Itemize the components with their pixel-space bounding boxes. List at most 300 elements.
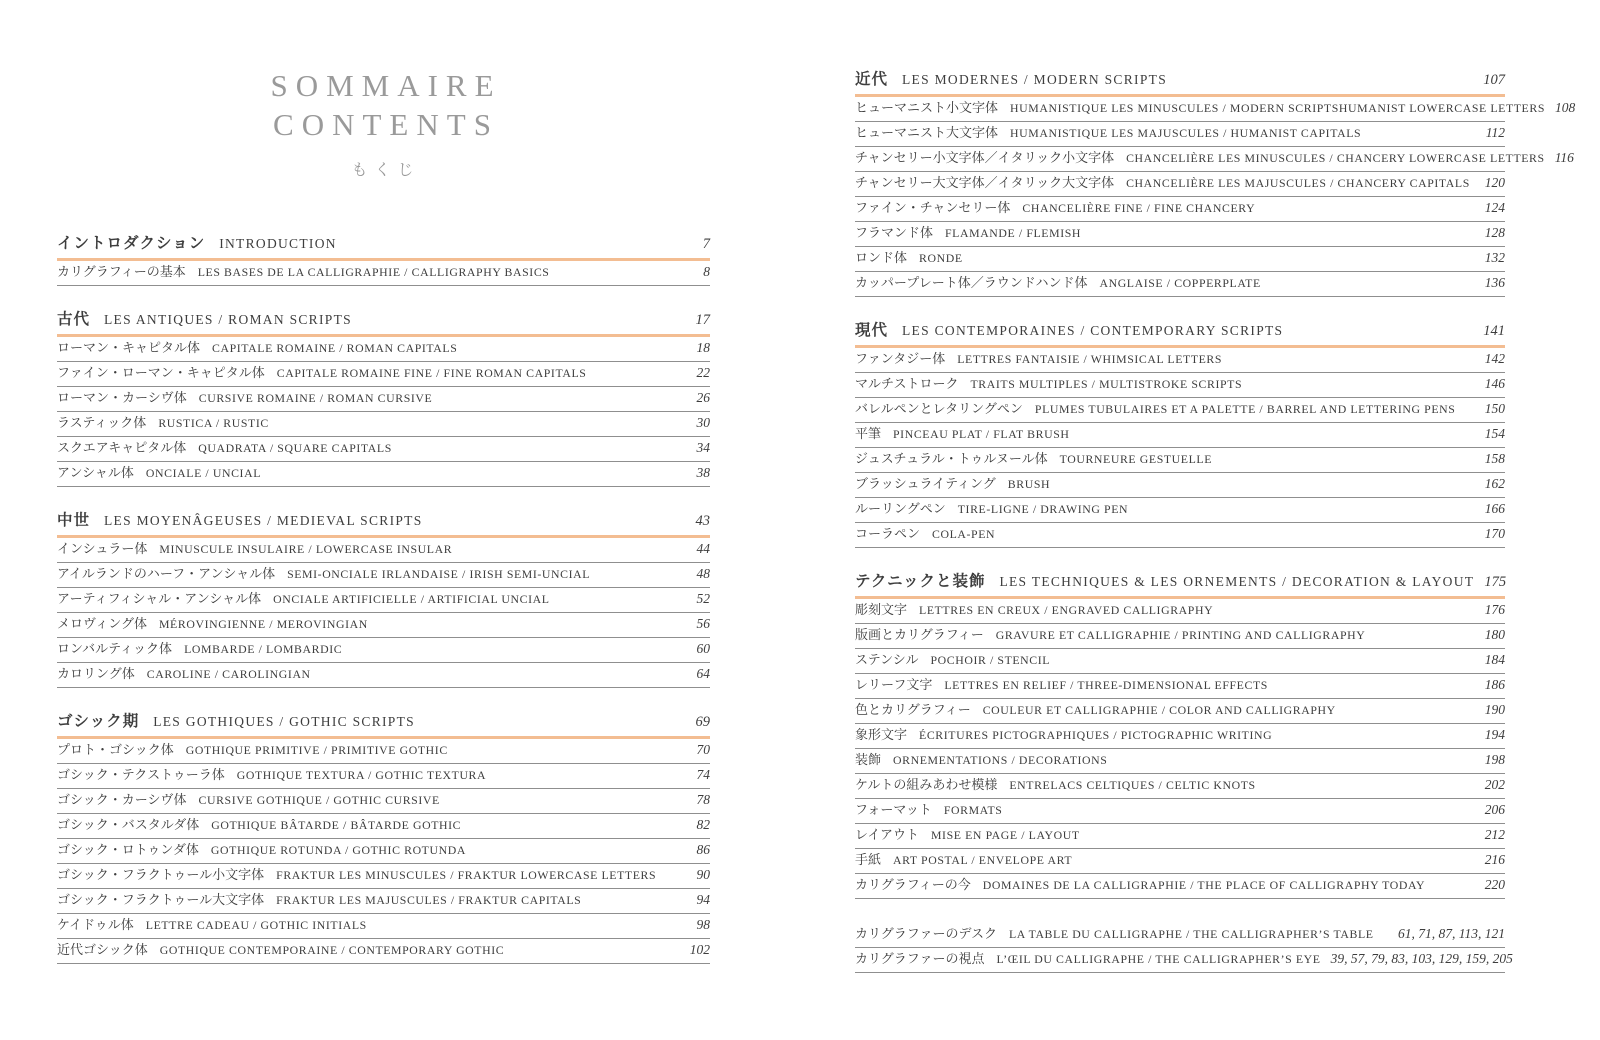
entry-title-latin: LA TABLE DU CALLIGRAPHE / THE CALLIGRAPHER’S TABLE <box>1008 927 1374 941</box>
toc-entry <box>855 247 1505 272</box>
entry-title <box>855 923 1374 942</box>
left-column <box>57 228 710 964</box>
title-english: CONTENTS <box>273 107 499 142</box>
entry-title <box>855 398 1455 417</box>
entry-title-latin: COLA-PEN <box>932 527 996 541</box>
section-title-latin: LES TECHNIQUES & LES ORNEMENTS / DECORATION & LAYOUT <box>999 574 1475 589</box>
toc-entry <box>855 849 1505 874</box>
entry-page-number: 176 <box>1484 602 1505 617</box>
entry-title <box>855 749 1107 768</box>
entry-title-ja: ジュスチュラル・トゥルヌール体 <box>855 451 1048 466</box>
entry-title <box>57 387 432 406</box>
toc-entry <box>855 348 1505 373</box>
toc-entry <box>57 412 710 437</box>
entry-title-ja: ゴシック・カーシヴ体 <box>57 792 187 807</box>
toc-entry <box>57 588 710 613</box>
entry-title-latin: COULEUR ET CALLIGRAPHIE / COLOR AND CALLIGRAPHY <box>982 703 1336 717</box>
entry-title-ja: ゴシック・フラクトゥール大文字体 <box>57 892 265 907</box>
entry-title-ja: アンシャル体 <box>57 465 134 480</box>
toc-entry <box>57 864 710 889</box>
entry-title <box>57 914 367 933</box>
entry-title-latin: TRAITS MULTIPLES / MULTISTROKE SCRIPTS <box>970 377 1243 391</box>
entry-page-number: 98 <box>696 917 710 932</box>
entry-page-number: 90 <box>696 867 710 882</box>
entry-page-number: 184 <box>1484 652 1505 667</box>
entry-title <box>57 889 581 908</box>
toc-entry <box>855 122 1505 147</box>
entry-title <box>855 448 1212 467</box>
entry-title <box>855 147 1545 166</box>
entry-title-ja: ゴシック・バスタルダ体 <box>57 817 200 832</box>
toc-entry <box>57 839 710 864</box>
entry-page-number: 86 <box>696 842 710 857</box>
entry-title-ja: スクエアキャピタル体 <box>57 440 187 455</box>
entry-title <box>855 97 1545 116</box>
entry-title-ja: 平筆 <box>855 426 882 441</box>
toc-entry <box>855 674 1505 699</box>
entry-title-latin: CHANCELIÈRE LES MAJUSCULES / CHANCERY CAPITALS <box>1126 176 1470 190</box>
entry-title-latin: LES BASES DE LA CALLIGRAPHIE / CALLIGRAPHY BASICS <box>197 265 550 279</box>
toc-entry <box>57 613 710 638</box>
entry-title-ja: カッパープレート体／ラウンドハンド体 <box>855 275 1088 290</box>
entry-page-number: 186 <box>1484 677 1505 692</box>
entry-title-ja: 手紙 <box>855 852 882 867</box>
entry-page-number: 26 <box>696 390 710 405</box>
entry-title-ja: バレルペンとレタリングペン <box>855 401 1023 416</box>
entry-title <box>57 588 550 607</box>
toc-entry <box>57 814 710 839</box>
entry-title-ja: ローマン・カーシヴ体 <box>57 390 187 405</box>
toc-section <box>855 566 1505 899</box>
toc-entry <box>855 948 1513 973</box>
entry-title-ja: 近代ゴシック体 <box>57 942 148 957</box>
entry-page-number: 94 <box>696 892 710 907</box>
entry-title-latin: LETTRES EN RELIEF / THREE-DIMENSIONAL EFFECTS <box>944 678 1268 692</box>
entry-title <box>57 739 448 758</box>
entry-title <box>855 247 963 266</box>
entry-page-number: 48 <box>696 566 710 581</box>
toc-entry <box>855 724 1505 749</box>
toc-entry <box>855 799 1505 824</box>
entry-page-number: 78 <box>696 792 710 807</box>
section-header <box>57 304 710 337</box>
entry-title <box>855 373 1242 392</box>
toc-section <box>855 64 1576 297</box>
entry-title-latin: LETTRES FANTAISIE / WHIMSICAL LETTERS <box>957 352 1223 366</box>
entry-page-number: 56 <box>696 616 710 631</box>
toc-entry <box>855 398 1505 423</box>
entry-title-ja: 彫刻文字 <box>855 602 908 617</box>
section-page-number: 69 <box>695 714 710 730</box>
toc-entry <box>57 889 710 914</box>
entry-title-ja: ロンバルティック体 <box>57 641 173 656</box>
toc-entry <box>855 599 1505 624</box>
entry-title <box>855 874 1425 893</box>
toc-entry <box>855 197 1505 222</box>
entry-title <box>855 423 1070 442</box>
entry-page-number: 120 <box>1484 175 1505 190</box>
entry-title-ja: ステンシル <box>855 652 919 667</box>
entry-title-ja: ケイドゥル体 <box>57 917 134 932</box>
section-title-latin: LES GOTHIQUES / GOTHIC SCRIPTS <box>153 714 415 729</box>
entry-title-latin: ANGLAISE / COPPERPLATE <box>1099 276 1261 290</box>
entry-title-latin: TIRE-LIGNE / DRAWING PEN <box>957 502 1129 516</box>
entry-title <box>855 824 1080 843</box>
entry-title-ja: 装飾 <box>855 752 882 767</box>
section-title <box>855 569 1474 591</box>
entry-page-number: 132 <box>1484 250 1505 265</box>
entry-title-ja: マルチストローク <box>855 376 959 391</box>
section-title-ja: 現代 <box>855 322 889 339</box>
entry-title-latin: TOURNEURE GESTUELLE <box>1059 452 1213 466</box>
section-title-ja: 古代 <box>57 311 91 328</box>
toc-entry <box>855 272 1505 297</box>
toc-section <box>855 315 1505 548</box>
entry-page-number: 112 <box>1485 125 1505 140</box>
index-entries-block <box>855 923 1513 973</box>
toc-entry <box>855 923 1505 948</box>
toc-entry <box>57 437 710 462</box>
section-title-latin: LES MOYENÂGEUSES / MEDIEVAL SCRIPTS <box>104 513 423 528</box>
entry-title <box>855 799 1002 818</box>
entry-title-latin: PLUMES TUBULAIRES ET A PALETTE / BARREL AND LETTERING PENS <box>1034 402 1456 416</box>
entry-title <box>855 599 1213 618</box>
toc-entry <box>57 764 710 789</box>
entry-title <box>57 613 368 632</box>
section-title-ja: 中世 <box>57 512 91 529</box>
entry-title <box>57 412 269 431</box>
entry-title-latin: MINUSCULE INSULAIRE / LOWERCASE INSULAR <box>159 542 453 556</box>
section-page-number: 43 <box>695 513 710 529</box>
toc-entry <box>855 423 1505 448</box>
entry-title-ja: 象形文字 <box>855 727 908 742</box>
entry-page-number: 124 <box>1484 200 1505 215</box>
entry-title <box>855 498 1128 517</box>
entry-title-latin: MÉROVINGIENNE / MEROVINGIAN <box>158 617 368 631</box>
entry-page-number: 44 <box>696 541 710 556</box>
entry-title-latin: ORNEMENTATIONS / DECORATIONS <box>893 753 1108 767</box>
entry-page-number: 202 <box>1484 777 1505 792</box>
section-header <box>57 228 710 261</box>
entry-page-number: 220 <box>1484 877 1505 892</box>
entry-title-latin: ONCIALE ARTIFICIELLE / ARTIFICIAL UNCIAL <box>273 592 550 606</box>
toc-entry <box>57 739 710 764</box>
entry-page-number: 166 <box>1484 501 1505 516</box>
entry-title-latin: CURSIVE ROMAINE / ROMAN CURSIVE <box>198 391 433 405</box>
entry-title-ja: 版画とカリグラフィー <box>855 627 984 642</box>
section-header <box>57 706 710 739</box>
toc-entry <box>57 261 710 286</box>
entry-title-latin: CHANCELIÈRE LES MINUSCULES / CHANCERY LOWERCASE LETTERS <box>1126 151 1545 165</box>
section-title-ja: イントロダクション <box>57 235 206 252</box>
entry-page-number: 216 <box>1484 852 1505 867</box>
entry-title-latin: SEMI-ONCIALE IRLANDAISE / IRISH SEMI-UNCIAL <box>287 567 591 581</box>
entry-title-ja: カリグラフィーの基本 <box>57 264 186 279</box>
entry-title-ja: ゴシック・フラクトゥール小文字体 <box>57 867 265 882</box>
entry-title-ja: フォーマット <box>855 802 932 817</box>
entry-title <box>57 638 342 657</box>
toc-entry <box>57 789 710 814</box>
entry-title-latin: GOTHIQUE CONTEMPORAINE / CONTEMPORARY GOTHIC <box>159 943 505 957</box>
entry-title-latin: QUADRATA / SQUARE CAPITALS <box>198 441 392 455</box>
entry-title-latin: CAPITALE ROMAINE / ROMAN CAPITALS <box>212 341 458 355</box>
entry-title-ja: カリグラファーのデスク <box>855 926 997 941</box>
toc-entry <box>855 699 1505 724</box>
entry-page-number: 190 <box>1484 702 1505 717</box>
toc-entry <box>855 147 1574 172</box>
entry-page-number: 180 <box>1484 627 1505 642</box>
entry-title-ja: ヒューマニスト小文字体 <box>855 100 999 115</box>
entry-title <box>855 473 1050 492</box>
section-title <box>57 307 352 329</box>
entry-title-latin: ÉCRITURES PICTOGRAPHIQUES / PICTOGRAPHIC WRITING <box>919 728 1273 742</box>
entry-page-number: 8 <box>703 264 710 279</box>
section-title <box>57 231 337 253</box>
entry-title-ja: ローマン・キャピタル体 <box>57 340 201 355</box>
entry-page-number: 128 <box>1484 225 1505 240</box>
entry-page-number: 198 <box>1484 752 1505 767</box>
entry-title <box>57 939 504 958</box>
section-title <box>57 709 415 731</box>
entry-title-latin: MISE EN PAGE / LAYOUT <box>930 828 1080 842</box>
entry-title-latin: ONCIALE / UNCIAL <box>145 466 262 480</box>
entry-page-number: 34 <box>696 440 710 455</box>
entry-page-number: 102 <box>689 942 710 957</box>
entry-title-ja: メロヴィング体 <box>57 616 147 631</box>
entry-title-latin: HUMANISTIQUE LES MINUSCULES / MODERN SCRIPTSHUMANIST LOWERCASE LETTERS <box>1010 101 1545 115</box>
toc-entry <box>57 362 710 387</box>
entry-page-number: 154 <box>1484 426 1505 441</box>
entry-title-ja: コーラペン <box>855 526 921 541</box>
entry-title-latin: LETTRES EN CREUX / ENGRAVED CALLIGRAPHY <box>919 603 1214 617</box>
toc-entry <box>855 874 1505 899</box>
entry-page-number: 38 <box>696 465 710 480</box>
section-title-latin: LES MODERNES / MODERN SCRIPTS <box>902 72 1168 87</box>
section-title-latin: LES ANTIQUES / ROMAN SCRIPTS <box>104 312 352 327</box>
entry-page-number: 194 <box>1484 727 1505 742</box>
entry-title <box>57 462 261 481</box>
toc-section <box>57 706 710 964</box>
toc-entry <box>57 914 710 939</box>
entry-title-latin: RONDE <box>919 251 963 265</box>
toc-section <box>57 304 710 487</box>
toc-entry <box>855 649 1505 674</box>
toc-entry <box>855 97 1576 122</box>
entry-title-ja: ファイン・チャンセリー体 <box>855 200 1011 215</box>
section-page-number: 17 <box>695 312 710 328</box>
entry-title <box>57 839 466 858</box>
entry-title-ja: ファンタジー体 <box>855 351 946 366</box>
entry-title <box>855 674 1268 693</box>
entry-title-ja: フラマンド体 <box>855 225 934 240</box>
entry-title <box>57 814 461 833</box>
entry-page-number: 116 <box>1554 150 1574 165</box>
toc-section <box>57 505 710 688</box>
toc-entry <box>855 824 1505 849</box>
entry-title-ja: アイルランドのハーフ・アンシャル体 <box>57 566 276 581</box>
section-title-latin: LES CONTEMPORAINES / CONTEMPORARY SCRIPTS <box>902 323 1284 338</box>
entry-title-ja: ブラッシュライティング <box>855 476 996 491</box>
entry-title-latin: FLAMANDE / FLEMISH <box>945 226 1082 240</box>
section-header <box>855 566 1505 599</box>
entry-title <box>57 563 590 582</box>
section-title <box>855 67 1167 89</box>
entry-title-latin: DOMAINES DE LA CALLIGRAPHIE / THE PLACE OF CALLIGRAPHY TODAY <box>982 878 1426 892</box>
toc-entry <box>57 939 710 964</box>
entry-title-latin: PINCEAU PLAT / FLAT BRUSH <box>893 427 1070 441</box>
entry-title-latin: LETTRE CADEAU / GOTHIC INITIALS <box>145 918 367 932</box>
entry-page-number: 142 <box>1484 351 1505 366</box>
entry-title <box>855 849 1072 868</box>
entry-title-ja: ロンド体 <box>855 250 908 265</box>
toc-entry <box>57 387 710 412</box>
entry-title-latin: HUMANISTIQUE LES MAJUSCULES / HUMANIST CAPITALS <box>1010 126 1362 140</box>
entry-title <box>855 272 1261 291</box>
section-title-ja: ゴシック期 <box>57 713 140 730</box>
entry-title <box>57 789 440 808</box>
entry-page-number: 170 <box>1484 526 1505 541</box>
entry-title-latin: POCHOIR / STENCIL <box>930 653 1051 667</box>
entry-page-number: 162 <box>1484 476 1505 491</box>
entry-title-latin: FRAKTUR LES MINUSCULES / FRAKTUR LOWERCASE LETTERS <box>276 868 657 882</box>
entry-title-ja: ゴシック・テクストゥーラ体 <box>57 767 225 782</box>
section-title <box>57 508 423 530</box>
entry-title-ja: レイアウト <box>855 827 919 842</box>
toc-entry <box>855 749 1505 774</box>
entry-title-latin: RUSTICA / RUSTIC <box>158 416 269 430</box>
entry-title-ja: アーティフィシャル・アンシャル体 <box>57 591 262 606</box>
toc-entry <box>57 638 710 663</box>
entry-page-number: 30 <box>696 415 710 430</box>
entry-title-latin: FRAKTUR LES MAJUSCULES / FRAKTUR CAPITALS <box>276 893 582 907</box>
entry-title-latin: GOTHIQUE ROTUNDA / GOTHIC ROTUNDA <box>210 843 466 857</box>
entry-title-latin: BRUSH <box>1007 477 1051 491</box>
entry-title <box>855 222 1081 241</box>
entry-page-number: 18 <box>696 340 710 355</box>
right-column <box>855 64 1576 973</box>
toc-entry <box>57 462 710 487</box>
toc-section <box>57 228 710 286</box>
entry-title <box>855 523 995 542</box>
entry-title <box>57 663 311 682</box>
entry-page-number: 206 <box>1484 802 1505 817</box>
entry-title <box>57 337 457 356</box>
entry-title <box>855 948 1321 967</box>
entry-title-latin: CAROLINE / CAROLINGIAN <box>146 667 311 681</box>
entry-title <box>57 538 452 557</box>
toc-entry <box>57 538 710 563</box>
entry-title <box>855 774 1256 793</box>
entry-page-number: 60 <box>696 641 710 656</box>
section-page-number: 175 <box>1484 574 1507 590</box>
entry-page-number: 158 <box>1484 451 1505 466</box>
entry-page-number: 212 <box>1484 827 1505 842</box>
toc-entry <box>855 373 1505 398</box>
entry-title <box>855 122 1361 141</box>
section-title-ja: テクニックと装飾 <box>855 573 986 590</box>
toc-entry <box>855 172 1505 197</box>
section-title <box>855 318 1283 340</box>
entry-page-number: 146 <box>1484 376 1505 391</box>
entry-title-ja: カロリング体 <box>57 666 135 681</box>
entry-title-latin: LOMBARDE / LOMBARDIC <box>184 642 343 656</box>
entry-page-number: 52 <box>696 591 710 606</box>
entry-title-latin: ART POSTAL / ENVELOPE ART <box>893 853 1073 867</box>
entry-title-latin: ENTRELACS CELTIQUES / CELTIC KNOTS <box>1009 778 1256 792</box>
entry-title <box>57 261 549 280</box>
entry-title-ja: ラスティック体 <box>57 415 147 430</box>
entry-title <box>855 724 1272 743</box>
entry-title-latin: CURSIVE GOTHIQUE / GOTHIC CURSIVE <box>198 793 440 807</box>
toc-entry <box>57 337 710 362</box>
section-page-number: 7 <box>702 236 710 252</box>
toc-entry <box>855 523 1505 548</box>
entry-title-latin: L’ŒIL DU CALLIGRAPHE / THE CALLIGRAPHER’S EYE <box>996 952 1321 966</box>
entry-page-number: 108 <box>1555 100 1576 115</box>
entry-title-ja: インシュラー体 <box>57 541 148 556</box>
entry-title <box>57 864 656 883</box>
title-french: SOMMAIRE <box>270 68 502 103</box>
entry-title-latin: GOTHIQUE PRIMITIVE / PRIMITIVE GOTHIC <box>185 743 448 757</box>
section-page-number: 107 <box>1483 72 1505 88</box>
entry-title-latin: CHANCELIÈRE FINE / FINE CHANCERY <box>1022 201 1256 215</box>
entry-title-ja: ヒューマニスト大文字体 <box>855 125 999 140</box>
entry-title <box>855 172 1470 191</box>
entry-title-latin: GOTHIQUE BÂTARDE / BÂTARDE GOTHIC <box>211 818 462 832</box>
entry-page-number: 64 <box>696 666 710 681</box>
section-page-number: 141 <box>1483 323 1505 339</box>
entry-title-ja: チャンセリー大文字体／イタリック大文字体 <box>855 175 1115 190</box>
entry-page-number: 74 <box>696 767 710 782</box>
entry-title-ja: ファイン・ローマン・キャピタル体 <box>57 365 265 380</box>
section-title-ja: 近代 <box>855 71 889 88</box>
entry-title-ja: プロト・ゴシック体 <box>57 742 174 757</box>
section-header <box>855 64 1505 97</box>
entry-page-number: 82 <box>696 817 710 832</box>
toc-entry <box>57 663 710 688</box>
toc-entry <box>855 774 1505 799</box>
entry-title-ja: 色とカリグラフィー <box>855 702 971 717</box>
entry-title-latin: FORMATS <box>943 803 1003 817</box>
entry-title-ja: レリーフ文字 <box>855 677 933 692</box>
entry-title <box>855 699 1336 718</box>
entry-title-ja: カリグラファーの視点 <box>855 951 985 966</box>
toc-entry <box>855 473 1505 498</box>
toc-entry <box>855 498 1505 523</box>
entry-title-ja: ルーリングペン <box>855 501 946 516</box>
entry-page-number: 39, 57, 79, 83, 103, 129, 159, 205 <box>1330 951 1513 966</box>
section-header <box>57 505 710 538</box>
toc-entry <box>57 563 710 588</box>
entry-page-number: 61, 71, 87, 113, 121 <box>1398 926 1505 941</box>
entry-page-number: 150 <box>1484 401 1505 416</box>
entry-title-ja: ゴシック・ロトゥンダ体 <box>57 842 199 857</box>
entry-page-number: 136 <box>1484 275 1505 290</box>
entry-page-number: 22 <box>696 365 710 380</box>
toc-entry <box>855 448 1505 473</box>
entry-title <box>855 348 1222 367</box>
entry-title-ja: チャンセリー小文字体／イタリック小文字体 <box>855 150 1115 165</box>
entry-title <box>57 437 392 456</box>
entry-title <box>57 362 586 381</box>
entry-title <box>855 624 1365 643</box>
toc-entry <box>855 624 1505 649</box>
entry-title <box>855 649 1050 668</box>
toc-entry <box>855 222 1505 247</box>
entry-title-latin: GRAVURE ET CALLIGRAPHIE / PRINTING AND CALLIGRAPHY <box>995 628 1366 642</box>
entry-title <box>855 197 1255 216</box>
entry-title-latin: CAPITALE ROMAINE FINE / FINE ROMAN CAPITALS <box>276 366 587 380</box>
